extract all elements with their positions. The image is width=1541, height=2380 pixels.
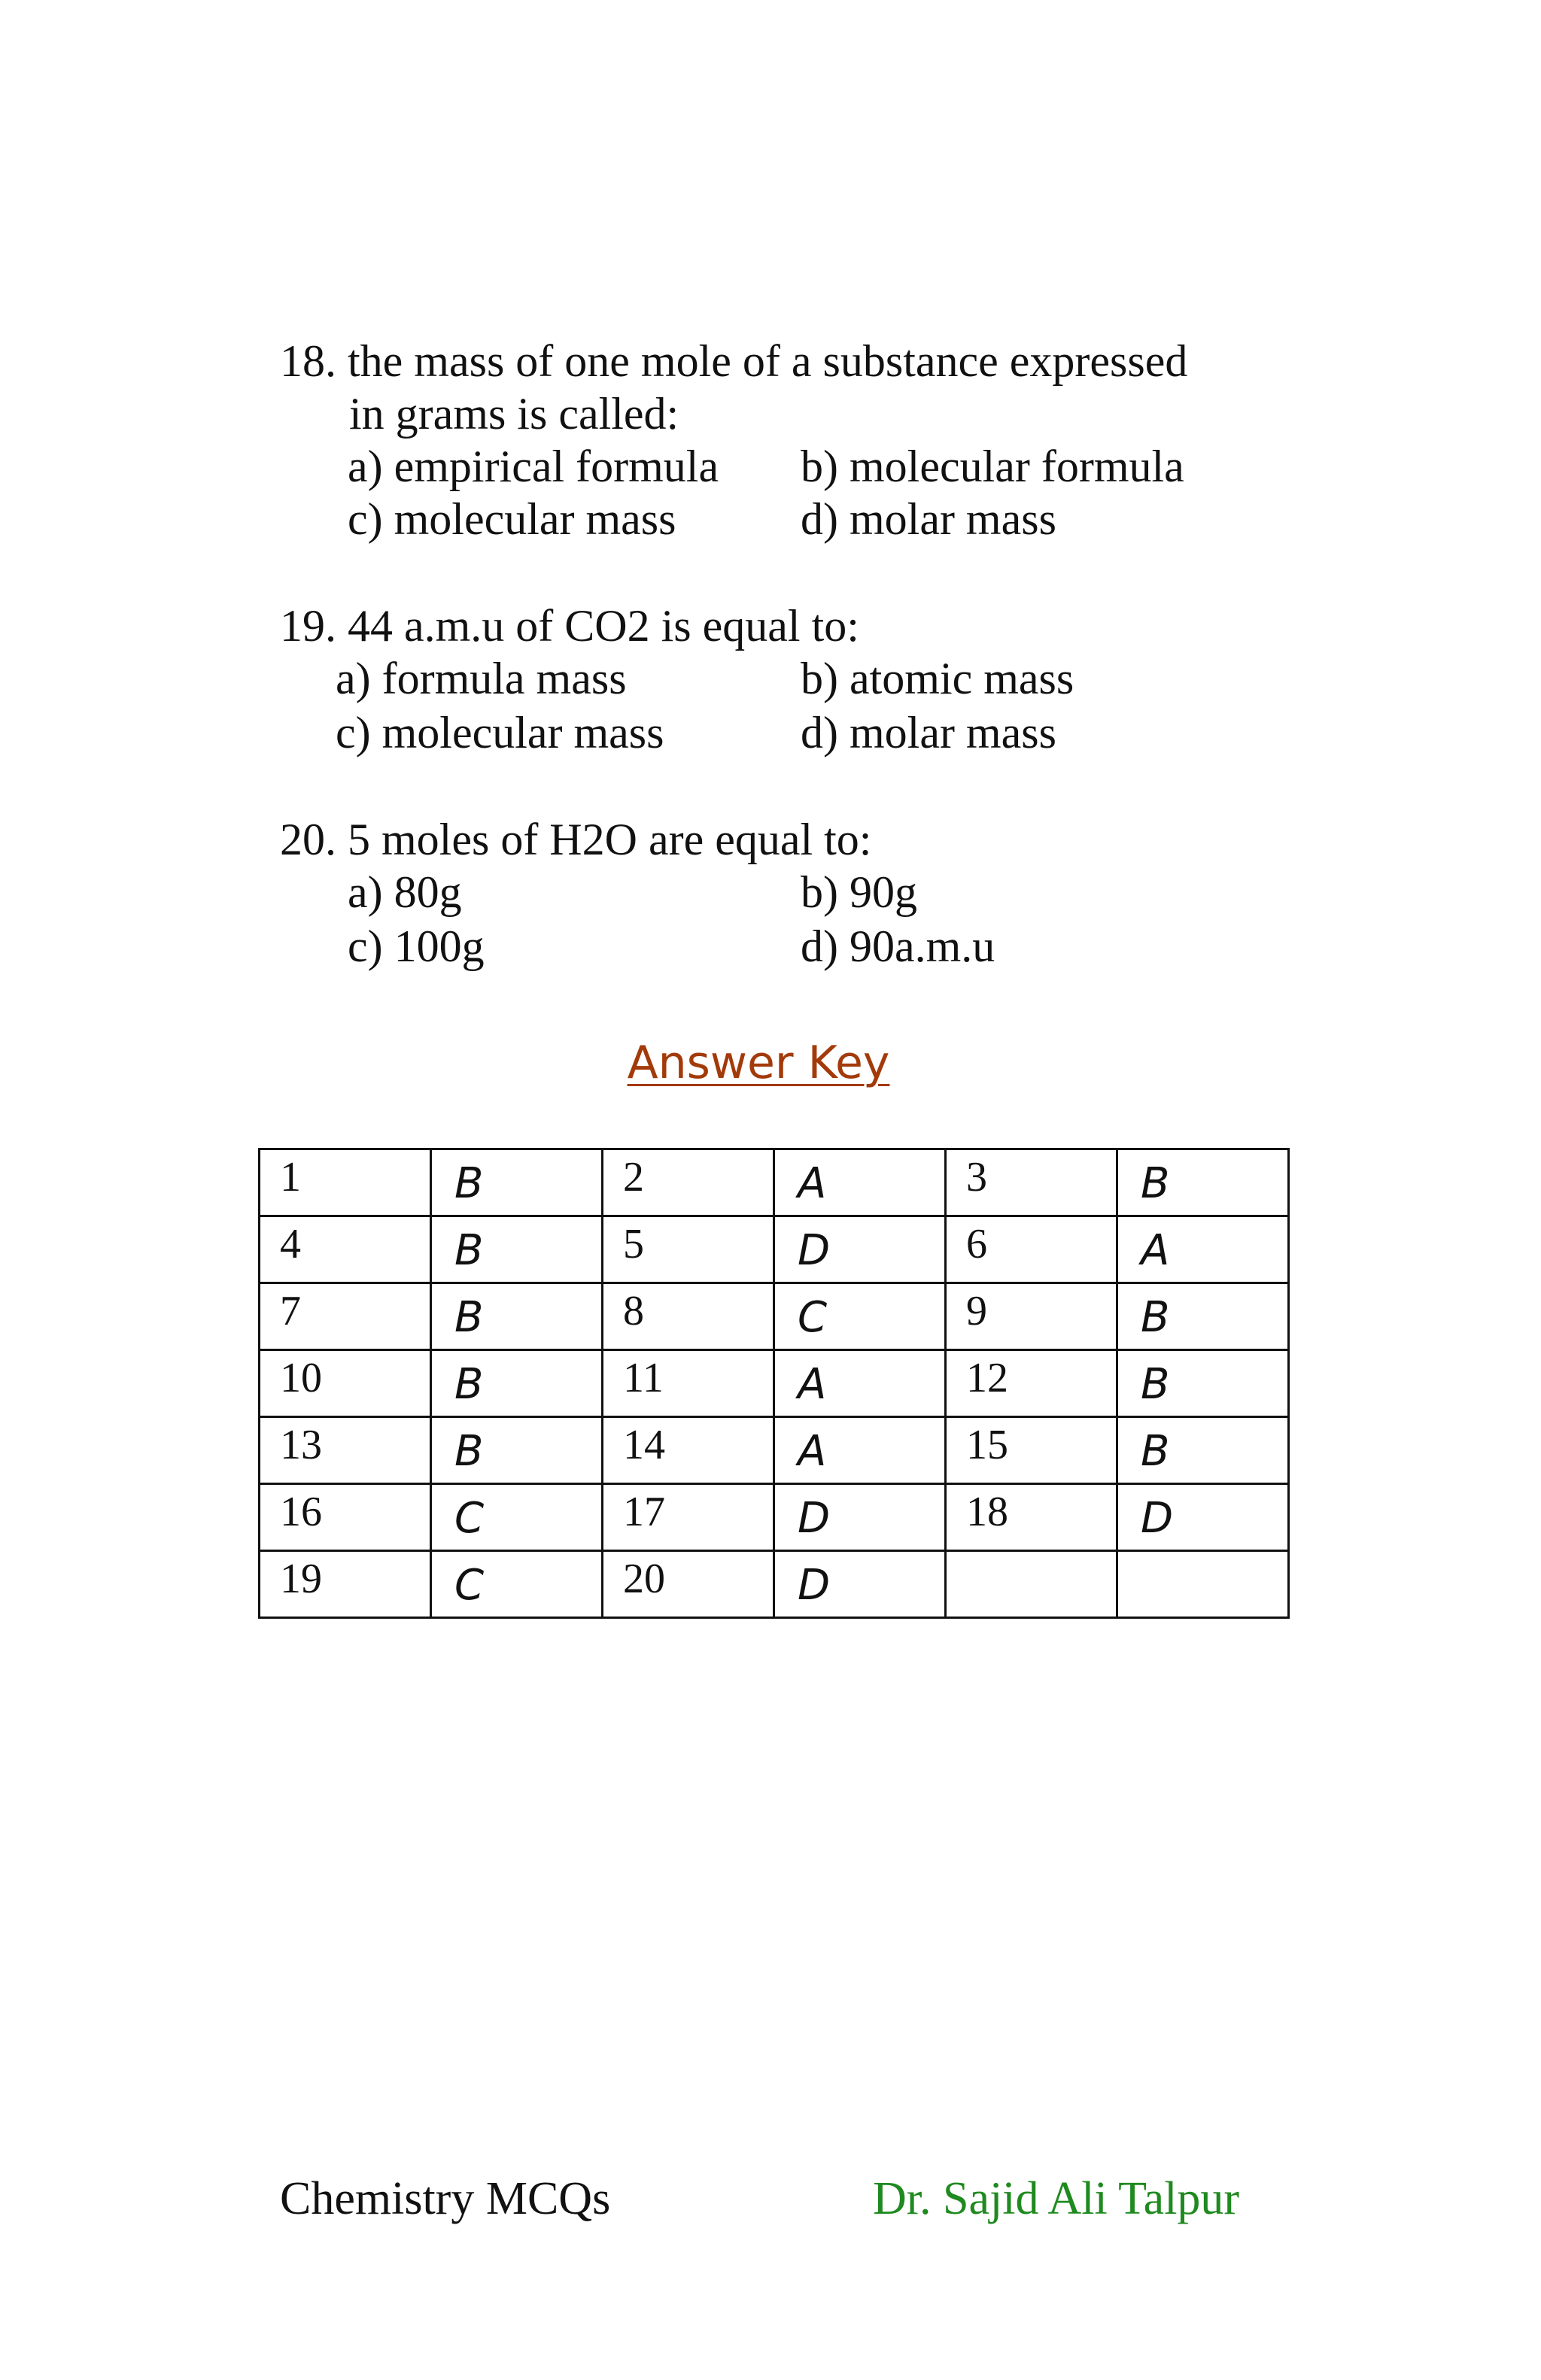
answer-key-answer-cell <box>431 1484 603 1551</box>
answer-key-answer-cell <box>1117 1216 1289 1283</box>
answer-key-answer-cell <box>774 1283 946 1350</box>
answer-key-number: 6 <box>966 1221 987 1267</box>
answer-key-number-cell <box>946 1350 1117 1417</box>
answer-key-number-cell <box>260 1417 431 1484</box>
answer-key-number-cell <box>260 1149 431 1216</box>
question-19-option-c: c) molecular mass <box>336 708 664 757</box>
answer-key-answer-cell <box>1117 1283 1289 1350</box>
answer-key-number: 17 <box>623 1489 665 1535</box>
answer-key-answer: A <box>798 1427 827 1476</box>
answer-key-row <box>260 1551 1289 1618</box>
answer-key-number-cell <box>260 1216 431 1283</box>
answer-key-row <box>260 1484 1289 1551</box>
answer-key-answer: B <box>1141 1159 1170 1208</box>
answer-key-number-cell <box>260 1283 431 1350</box>
question-20-option-c: c) 100g <box>348 921 485 971</box>
answer-key-answer-cell <box>1117 1551 1289 1618</box>
answer-key-title: Answer Key <box>627 1037 890 1089</box>
answer-key-answer: B <box>454 1159 484 1208</box>
answer-key-answer-cell <box>431 1149 603 1216</box>
answer-key-number-cell <box>946 1149 1117 1216</box>
answer-key-number-cell <box>946 1417 1117 1484</box>
answer-key-answer: B <box>454 1293 484 1342</box>
answer-key-answer-cell <box>774 1484 946 1551</box>
question-18-stem-line2: in grams is called: <box>349 389 679 439</box>
question-18-option-c: c) molecular mass <box>348 494 676 544</box>
answer-key-number-cell <box>603 1417 774 1484</box>
answer-key-answer: D <box>798 1494 831 1543</box>
answer-key-answer: D <box>798 1226 831 1275</box>
answer-key-number-cell <box>603 1149 774 1216</box>
answer-key-row <box>260 1149 1289 1216</box>
answer-key-number-cell <box>260 1350 431 1417</box>
answer-key-number-cell <box>946 1216 1117 1283</box>
answer-key-row <box>260 1350 1289 1417</box>
question-19-option-d: d) molar mass <box>801 708 1056 757</box>
question-19-option-b: b) atomic mass <box>801 654 1074 703</box>
answer-key-number: 2 <box>623 1154 644 1201</box>
answer-key-answer: A <box>798 1159 827 1208</box>
answer-key-number: 10 <box>280 1355 322 1401</box>
answer-key-answer: D <box>798 1561 831 1610</box>
question-20-option-d: d) 90a.m.u <box>801 921 995 971</box>
answer-key-answer-cell <box>1117 1417 1289 1484</box>
answer-key-number: 14 <box>623 1422 665 1468</box>
answer-key-answer: D <box>1141 1494 1174 1543</box>
answer-key-answer-cell <box>774 1551 946 1618</box>
answer-key-number-cell <box>603 1216 774 1283</box>
answer-key-number: 12 <box>966 1355 1008 1401</box>
answer-key-answer: C <box>798 1293 828 1342</box>
answer-key-answer: A <box>798 1360 827 1409</box>
answer-key-answer: B <box>454 1427 484 1476</box>
answer-key-number: 5 <box>623 1221 644 1267</box>
answer-key-row <box>260 1216 1289 1283</box>
answer-key-answer-cell <box>1117 1484 1289 1551</box>
answer-key-answer-cell <box>431 1417 603 1484</box>
answer-key-answer-cell <box>431 1283 603 1350</box>
answer-key-number: 20 <box>623 1556 665 1602</box>
answer-key-number: 19 <box>280 1556 322 1602</box>
answer-key-answer-cell <box>431 1350 603 1417</box>
answer-key-number: 18 <box>966 1489 1008 1535</box>
answer-key-number: 8 <box>623 1288 644 1334</box>
answer-key-number-cell <box>260 1484 431 1551</box>
answer-key-number: 1 <box>280 1154 301 1201</box>
answer-key-number-cell <box>260 1551 431 1618</box>
answer-key-row <box>260 1417 1289 1484</box>
answer-key-number-cell <box>946 1283 1117 1350</box>
question-20-stem: 20. 5 moles of H2O are equal to: <box>280 815 872 864</box>
answer-key-number: 9 <box>966 1288 987 1334</box>
question-18-option-a: a) empirical formula <box>348 442 719 491</box>
footer-subject: Chemistry MCQs <box>280 2173 611 2224</box>
question-18-option-d: d) molar mass <box>801 494 1056 544</box>
answer-key-answer-cell <box>774 1216 946 1283</box>
answer-key-number-cell <box>603 1350 774 1417</box>
answer-key-answer-cell <box>431 1551 603 1618</box>
answer-key-answer: B <box>1141 1360 1170 1409</box>
answer-key-answer-cell <box>1117 1149 1289 1216</box>
answer-key-number: 7 <box>280 1288 301 1334</box>
answer-key-answer-cell <box>774 1417 946 1484</box>
answer-key-number-cell <box>946 1484 1117 1551</box>
answer-key-number-cell <box>946 1551 1117 1618</box>
answer-key-answer-cell <box>1117 1350 1289 1417</box>
answer-key-number: 13 <box>280 1422 322 1468</box>
question-19-option-a: a) formula mass <box>336 654 627 703</box>
answer-key-number: 11 <box>623 1355 664 1401</box>
question-19-stem: 19. 44 a.m.u of CO2 is equal to: <box>280 601 859 651</box>
answer-key-answer: B <box>1141 1427 1170 1476</box>
footer-author: Dr. Sajid Ali Talpur <box>873 2173 1240 2224</box>
answer-key-number-cell <box>603 1283 774 1350</box>
question-20-option-b: b) 90g <box>801 867 917 917</box>
question-20-option-a: a) 80g <box>348 867 462 917</box>
answer-key-answer: A <box>1141 1226 1170 1275</box>
answer-key-number: 15 <box>966 1422 1008 1468</box>
answer-key-answer-cell <box>774 1350 946 1417</box>
answer-key-answer: B <box>454 1226 484 1275</box>
answer-key-number: 3 <box>966 1154 987 1201</box>
question-18-option-b: b) molecular formula <box>801 442 1184 491</box>
answer-key-answer-cell <box>774 1149 946 1216</box>
question-18-stem: 18. the mass of one mole of a substance expressed <box>280 336 1188 386</box>
answer-key-number-cell <box>603 1484 774 1551</box>
answer-key-table <box>258 1148 1290 1619</box>
answer-key-row <box>260 1283 1289 1350</box>
answer-key-answer: C <box>454 1561 485 1610</box>
answer-key-answer: C <box>454 1494 485 1543</box>
answer-key-answer-cell <box>431 1216 603 1283</box>
answer-key-number: 4 <box>280 1221 301 1267</box>
answer-key-answer: B <box>1141 1293 1170 1342</box>
answer-key-number: 16 <box>280 1489 322 1535</box>
answer-key-answer: B <box>454 1360 484 1409</box>
answer-key-number-cell <box>603 1551 774 1618</box>
